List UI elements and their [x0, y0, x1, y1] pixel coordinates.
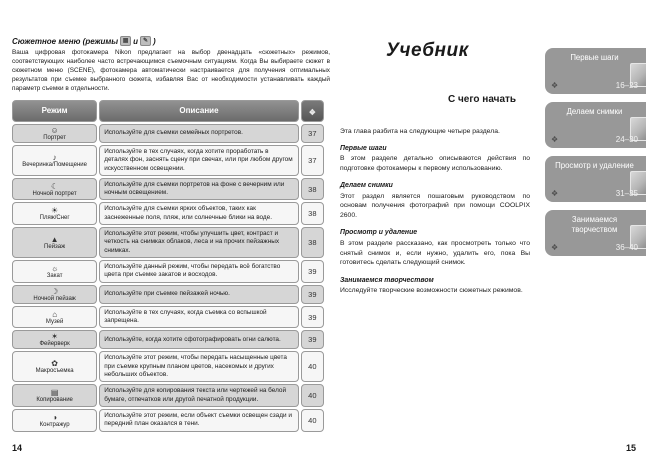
mode-name: Музей	[45, 318, 64, 325]
mode-name: Пейзаж	[44, 244, 66, 251]
mode-cell	[12, 330, 97, 349]
table-row	[12, 227, 324, 258]
scene-menu-heading	[12, 36, 330, 46]
camera-icon: ❖	[551, 135, 559, 144]
page-reference: 38	[301, 178, 324, 201]
mode-cell	[12, 351, 97, 382]
chapter-tab-label: Первые шаги	[570, 53, 619, 62]
chapter-subtitle: С чего начать	[448, 94, 517, 105]
scene-modes-table	[10, 98, 326, 434]
column-header-page	[301, 100, 324, 122]
page-reference: 40	[301, 351, 324, 382]
table-row	[12, 306, 324, 329]
chapter-section	[340, 228, 530, 267]
scene-menu-heading-conjunction: и	[133, 36, 138, 46]
scene-table-body	[12, 124, 324, 432]
mode-description: Используйте при съемке пейзажей ночью.	[99, 285, 298, 304]
table-row	[12, 202, 324, 225]
night-landscape-scene-icon: ☽	[51, 286, 59, 296]
page-reference: 39	[301, 285, 324, 304]
chapter-section	[340, 276, 530, 296]
mode-cell	[12, 285, 97, 304]
scene-menu-heading-text: Сюжетное меню (режимы	[12, 36, 119, 46]
mode-description: Используйте для копирования текста или чертежей на белой бумаге, отпечатков или другой печатной продукции.	[99, 384, 298, 407]
party-indoor-scene-icon: ♪	[52, 152, 57, 162]
portrait-scene-icon: ☺	[50, 125, 59, 135]
mode-cell	[12, 178, 97, 201]
table-row	[12, 409, 324, 432]
table-row	[12, 384, 324, 407]
scene-menu-heading-suffix: )	[153, 36, 156, 46]
section-body: Этот раздел является пошаговым руководством по основам получения фотографий при помощи COOLPIX 2600.	[340, 192, 530, 219]
scene-menu-intro: Ваша цифровая фотокамера Nikon предлагает на выбор двенадцать «сюжетных» режимов, соответствующих наиболее часто встречающимся съемочным ситуациям. Когда Вы выбираете сюжет в сюжетном меню (SCENE), фотокамера автоматически настраивается для получения оптимальных результатов при съемке выбранного сюжета, избавляя Вас от необходимости устанавливать каждый параметр съемки в отдельности.	[12, 49, 330, 92]
copy-scene-icon: ▤	[50, 388, 59, 398]
section-heading: Просмотр и удаление	[340, 229, 418, 237]
table-row	[12, 145, 324, 176]
mode-description: Используйте для съемки семейных портретов.	[99, 124, 298, 143]
mode-cell	[12, 227, 97, 258]
chapter-tab	[545, 210, 646, 256]
landscape-scene-icon: ▲	[50, 235, 59, 245]
page-reference: 40	[301, 384, 324, 407]
mode-description: Используйте данный режим, чтобы передать всё богатство цвета при съемке закатов и восходов.	[99, 260, 298, 283]
chapter-tab	[545, 48, 646, 94]
setup-mode-icon: ✎	[140, 36, 151, 46]
mode-name: Пляж/Снег	[39, 215, 70, 222]
chapter-tab-pages: 31–35	[615, 189, 638, 198]
mode-cell	[12, 145, 97, 176]
mode-name: Макросъемка	[35, 368, 74, 375]
mode-name: Копирование	[36, 397, 73, 404]
mode-description: Используйте этот режим, чтобы улучшить цвет, контраст и четкость на снимках облаков, леса и на прочих пейзажных снимках.	[99, 227, 298, 258]
mode-cell	[12, 306, 97, 329]
chapter-section	[340, 144, 530, 174]
mode-cell	[12, 384, 97, 407]
chapter-tab-label: Просмотр и удаление	[555, 161, 634, 170]
page-reference-icon: ❖	[308, 107, 316, 117]
chapter-tab-pages: 24–30	[615, 135, 638, 144]
mode-name: Закат	[46, 272, 63, 279]
page-reference: 38	[301, 202, 324, 225]
mode-description: Используйте для съемки ярких объектов, таких как заснеженные поля, пляж, или солнечные блики на воде.	[99, 202, 298, 225]
mode-description: Используйте для съемки портретов на фоне с вечерним или ночным освещением.	[99, 178, 298, 201]
page-reference: 37	[301, 145, 324, 176]
chapter-section	[340, 181, 530, 220]
right-page-number: 15	[625, 443, 636, 453]
mode-cell	[12, 124, 97, 143]
chapter-tab-label: Занимаемся творчеством	[571, 215, 618, 234]
camera-icon: ❖	[551, 81, 559, 90]
mode-name: Фейерверк	[39, 341, 70, 348]
backlight-scene-icon: ◑	[52, 412, 58, 422]
chapter-body	[340, 127, 530, 296]
table-row	[12, 124, 324, 143]
chapter-tab-pages: 36–40	[615, 243, 638, 252]
table-header-row	[12, 100, 324, 122]
mode-description: Используйте этот режим, чтобы передать насыщенные цвета при съемке крупным планом цветов, насекомых и других небольших объектов.	[99, 351, 298, 382]
page-reference: 40	[301, 409, 324, 432]
chapter-intro: Эта глава разбита на следующие четыре раздела.	[340, 128, 500, 135]
mode-name: Ночной портрет	[32, 190, 77, 197]
mode-name: Портрет	[43, 134, 67, 141]
chapter-tab-pages: 16–23	[615, 81, 638, 90]
chapter-tab-strip	[545, 48, 646, 264]
mode-name: Вечеринка/Помещение	[22, 161, 87, 168]
table-row	[12, 285, 324, 304]
page-reference: 38	[301, 227, 324, 258]
chapter-tab-label: Делаем снимки	[566, 107, 623, 116]
mode-name: Ночной пейзаж	[33, 295, 76, 302]
camera-icon: ❖	[551, 243, 559, 252]
fireworks-scene-icon: ✶	[51, 332, 58, 342]
scene-mode-icon: ▦	[120, 36, 131, 46]
sunset-scene-icon: ☼	[50, 263, 59, 273]
column-header-mode: Режим	[12, 100, 97, 122]
table-row	[12, 351, 324, 382]
night-portrait-scene-icon: ☾	[51, 181, 59, 191]
chapter-title: Учебник	[386, 40, 469, 61]
page-reference: 39	[301, 306, 324, 329]
camera-icon: ❖	[551, 189, 559, 198]
left-page-number: 14	[12, 443, 23, 453]
section-heading: Занимаемся творчеством	[340, 276, 434, 284]
section-body: Исследуйте творческие возможности сюжетных режимов.	[340, 287, 523, 295]
section-body: В этом разделе детально описываются действия по подготовке фотокамеры к первому использованию.	[340, 155, 530, 172]
table-row	[12, 260, 324, 283]
mode-name: Контражур	[39, 421, 70, 428]
section-body: В этом разделе рассказано, как просмотреть только что снятый снимок и, если нужно, удалить его, пока Вы готовитесь сделать следующий снимок.	[340, 240, 530, 267]
chapter-tab	[545, 102, 646, 148]
mode-cell	[12, 260, 97, 283]
page-reference: 39	[301, 260, 324, 283]
left-page	[12, 36, 330, 434]
mode-description: Используйте в тех случаях, когда хотите проработать в деталях фон, заснять сцену при свечах, или при любом другом искусственном освещении.	[99, 145, 298, 176]
chapter-tab	[545, 156, 646, 202]
mode-cell	[12, 202, 97, 225]
table-row	[12, 330, 324, 349]
beach-snow-scene-icon: ☀	[51, 206, 59, 216]
mode-description: Используйте этот режим, если объект съемки освещен сзади и передний план оказался в тени.	[99, 409, 298, 432]
column-header-description: Описание	[99, 100, 298, 122]
mode-description: Используйте, когда хотите сфотографировать огни салюта.	[99, 330, 298, 349]
page-reference: 39	[301, 330, 324, 349]
close-up-scene-icon: ✿	[51, 359, 58, 369]
museum-scene-icon: ⌂	[52, 309, 58, 319]
mode-cell	[12, 409, 97, 432]
mode-description: Используйте в тех случаях, когда съемка со вспышкой запрещена.	[99, 306, 298, 329]
section-heading: Первые шаги	[340, 144, 387, 152]
table-row	[12, 178, 324, 201]
section-heading: Делаем снимки	[340, 182, 393, 190]
page-reference: 37	[301, 124, 324, 143]
chapter-sections	[340, 144, 530, 296]
